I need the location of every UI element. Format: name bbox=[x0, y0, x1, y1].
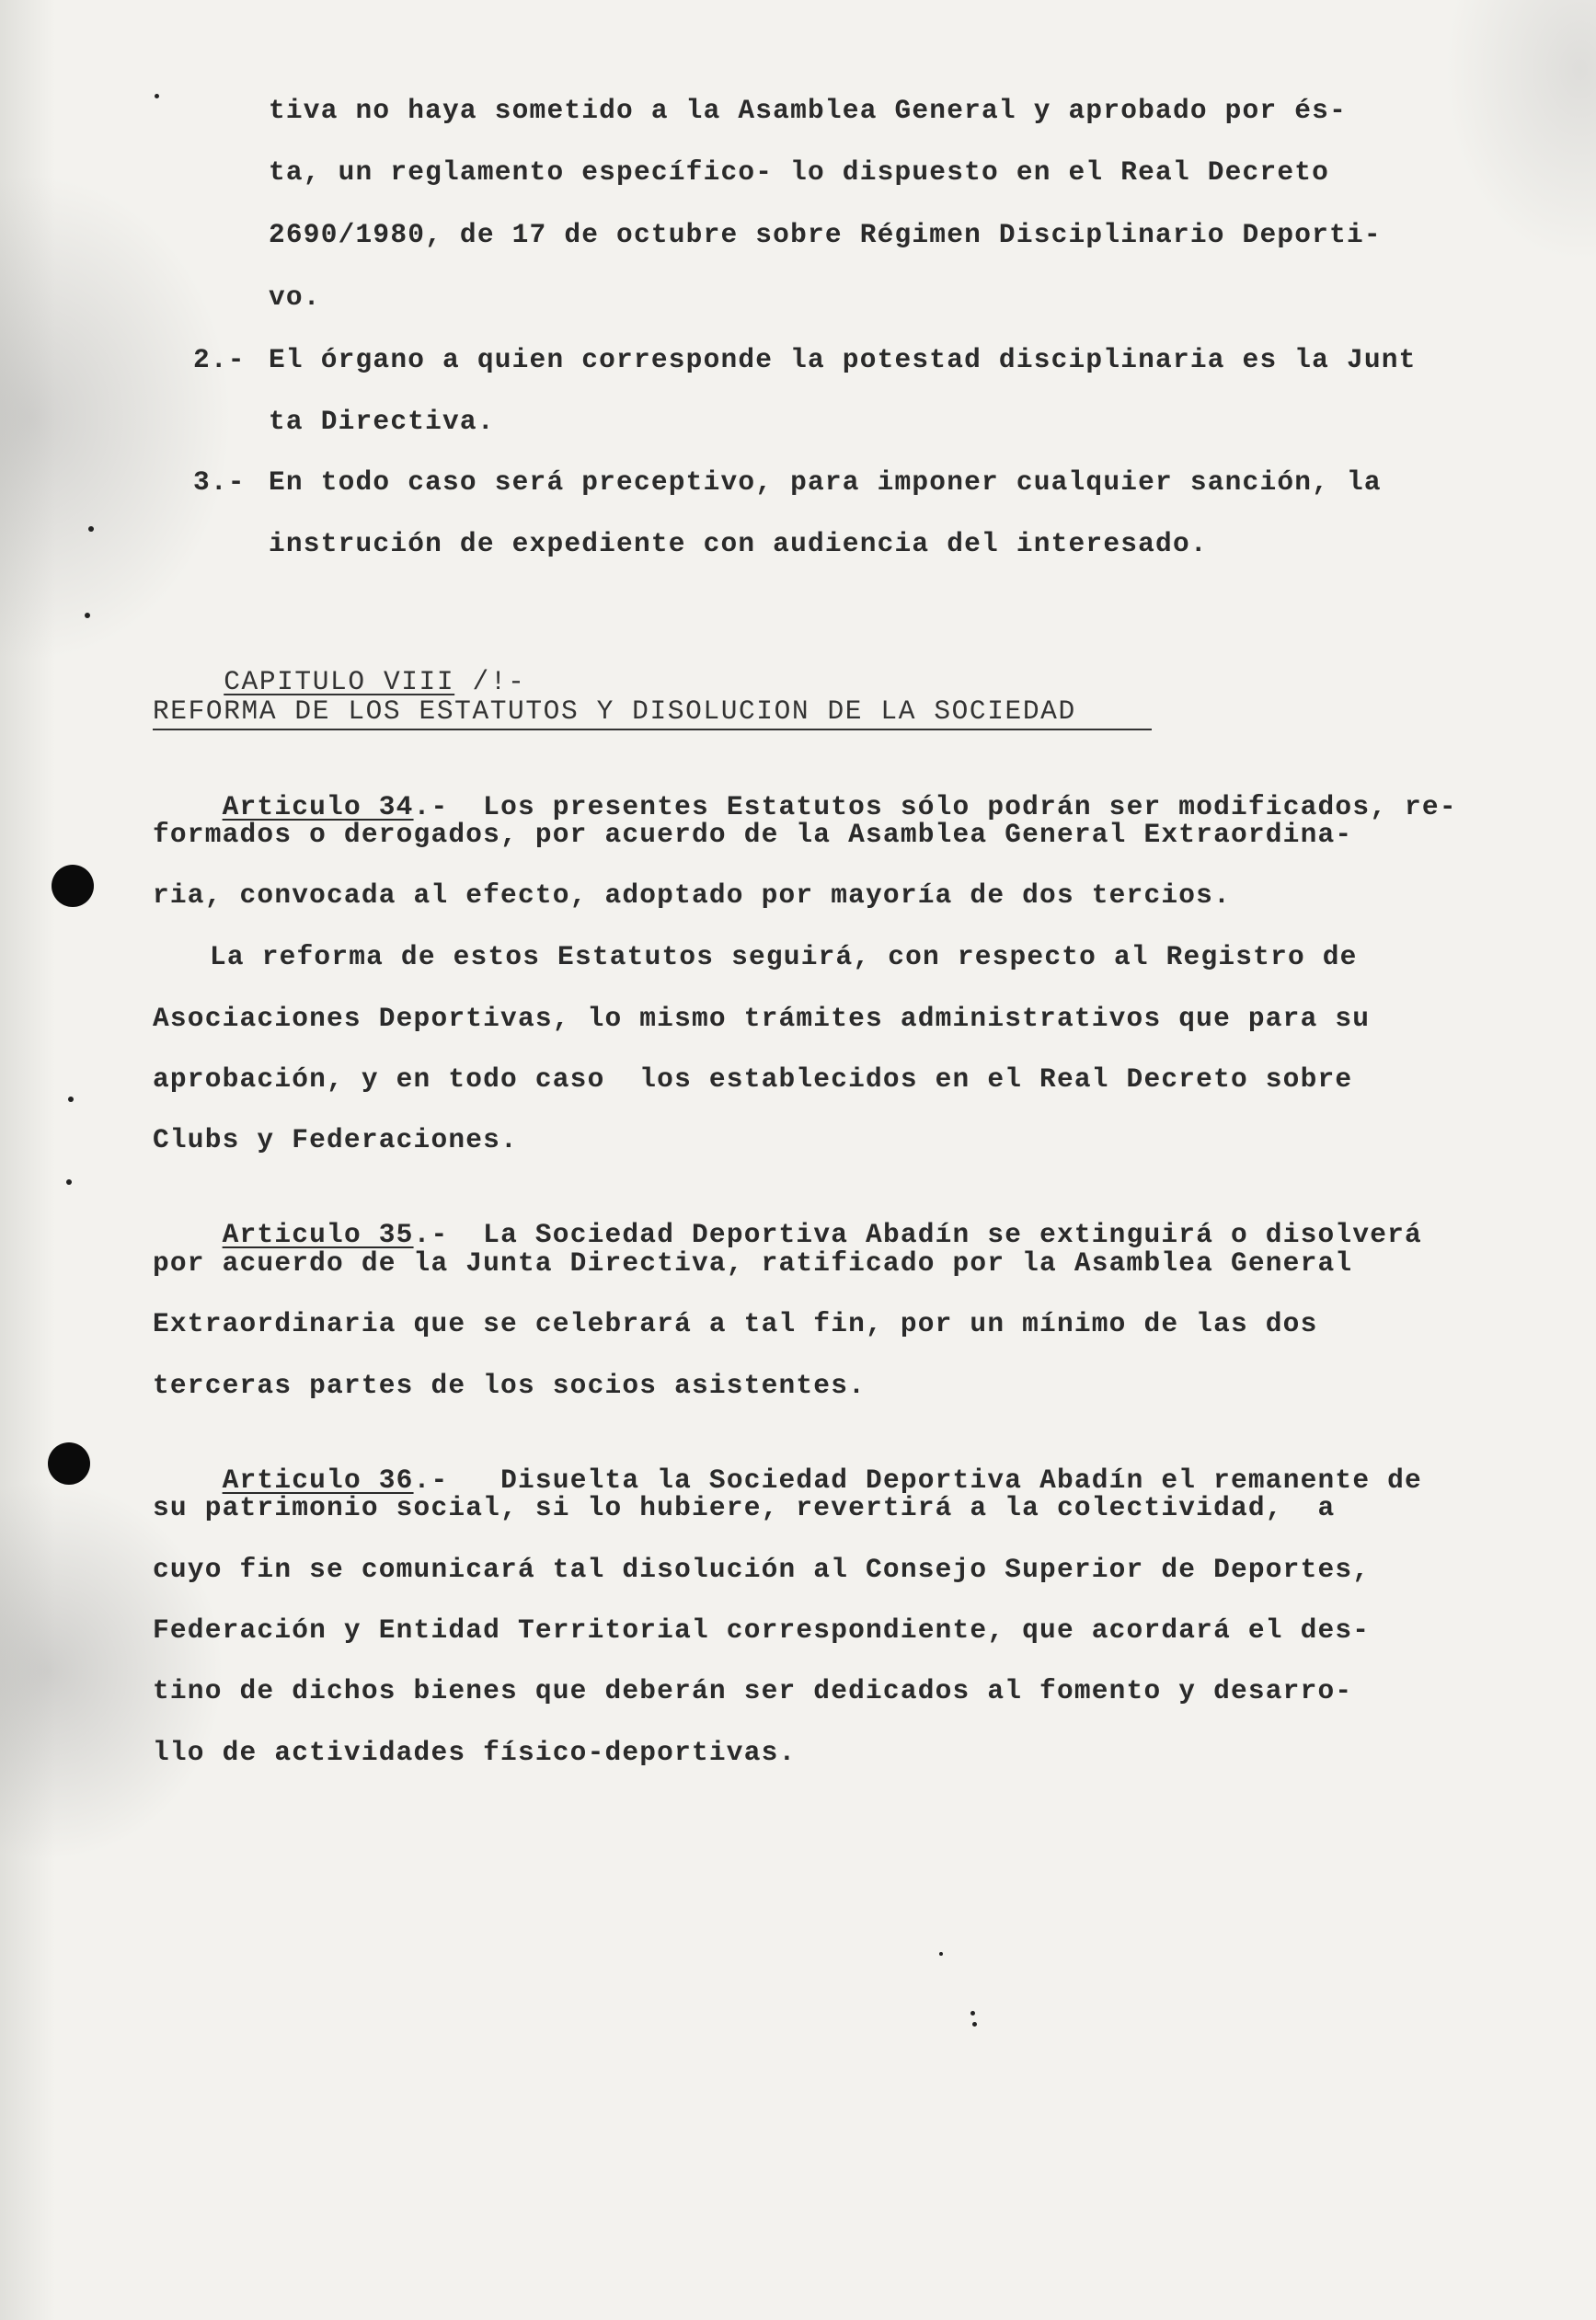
article-34-sep: .- bbox=[413, 791, 449, 822]
text-line: formados o derogados, por acuerdo de la Asamblea General Extraordina- bbox=[153, 819, 1353, 850]
text-line: Clubs y Federaciones. bbox=[153, 1124, 518, 1155]
article-35-text: La Sociedad Deportiva Abadín se extinguirá o disolverá bbox=[448, 1219, 1422, 1250]
text-line: ta, un reglamento específico- lo dispuesto en el Real Decreto bbox=[269, 156, 1330, 188]
text-line: instrución de expediente con audiencia del interesado. bbox=[269, 528, 1208, 559]
text-line: aprobación, y en todo caso los establecidos en el Real Decreto sobre bbox=[153, 1063, 1353, 1095]
speck bbox=[68, 1097, 74, 1102]
text-line: vo. bbox=[269, 281, 321, 313]
text-line: llo de actividades físico-deportivas. bbox=[153, 1737, 797, 1768]
text-line: tiva no haya sometido a la Asamblea General y aprobado por és- bbox=[269, 95, 1347, 126]
speck bbox=[66, 1179, 72, 1185]
chapter-label: CAPITULO VIII bbox=[224, 666, 455, 697]
text-line: Federación y Entidad Territorial correspondiente, que acordará el des- bbox=[153, 1614, 1371, 1646]
text-line: La reforma de estos Estatutos seguirá, con respecto al Registro de bbox=[210, 941, 1358, 972]
text-line: El órgano a quien corresponde la potestad disciplinaria es la Junt bbox=[269, 344, 1417, 375]
article-34-label: Articulo 34 bbox=[222, 791, 414, 822]
article-36-sep: .- bbox=[413, 1464, 449, 1496]
text-line: En todo caso será preceptivo, para imponer cualquier sanción, la bbox=[269, 466, 1382, 498]
article-35-label: Articulo 35 bbox=[222, 1219, 414, 1250]
punch-hole-lower bbox=[48, 1442, 90, 1485]
speck bbox=[970, 2011, 975, 2016]
article-36-text: Disuelta la Sociedad Deportiva Abadín el remanente de bbox=[448, 1464, 1422, 1496]
item-number: 2.- bbox=[193, 344, 246, 375]
chapter-title: REFORMA DE LOS ESTATUTOS Y DISOLUCION DE LA SOCIEDAD bbox=[153, 695, 1076, 727]
text-line: 2690/1980, de 17 de octubre sobre Régimen Disciplinario Deporti- bbox=[269, 219, 1382, 250]
item-number: 3.- bbox=[193, 466, 246, 498]
text-line: por acuerdo de la Junta Directiva, ratificado por la Asamblea General bbox=[153, 1247, 1353, 1279]
article-36-label: Articulo 36 bbox=[222, 1464, 414, 1496]
text-line: su patrimonio social, si lo hubiere, revertirá a la colectividad, a bbox=[153, 1492, 1336, 1523]
text-line: Extraordinaria que se celebrará a tal fin, por un mínimo de las dos bbox=[153, 1308, 1318, 1339]
text-line: ria, convocada al efecto, adoptado por mayoría de dos tercios. bbox=[153, 879, 1231, 911]
punch-hole-upper bbox=[52, 865, 94, 907]
speck bbox=[155, 94, 159, 98]
chapter-suffix: /!- bbox=[454, 666, 526, 697]
text-line: tino de dichos bienes que deberán ser dedicados al fomento y desarro- bbox=[153, 1675, 1353, 1706]
text-line: Asociaciones Deportivas, lo mismo trámites administrativos que para su bbox=[153, 1003, 1371, 1034]
text-line: ta Directiva. bbox=[269, 406, 495, 437]
text-line: cuyo fin se comunicará tal disolución al Consejo Superior de Deportes, bbox=[153, 1554, 1371, 1585]
speck bbox=[85, 613, 90, 618]
article-34-text: Los presentes Estatutos sólo podrán ser modificados, re- bbox=[448, 791, 1457, 822]
speck bbox=[88, 526, 94, 532]
speck bbox=[939, 1952, 943, 1956]
speck bbox=[972, 2022, 977, 2027]
text-line: terceras partes de los socios asistentes. bbox=[153, 1370, 867, 1401]
article-35-sep: .- bbox=[413, 1219, 449, 1250]
chapter-title-underline bbox=[153, 729, 1152, 730]
